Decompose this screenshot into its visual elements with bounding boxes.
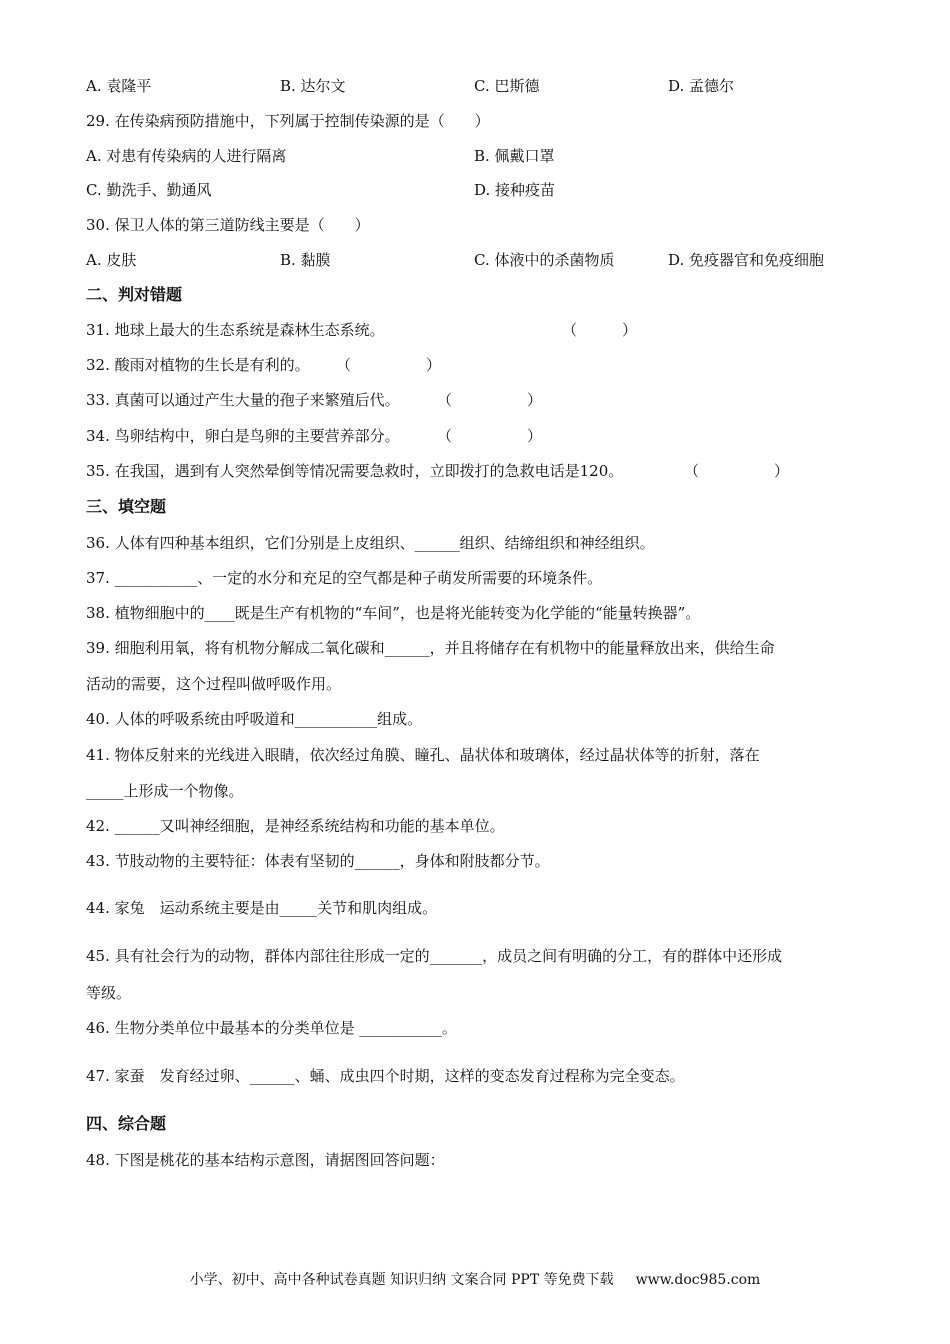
q30-option-b: B. 黏膜 (280, 251, 331, 269)
q34-answer-blank: （ ） (437, 427, 543, 445)
q39-text-line2: 活动的需要，这个过程叫做呼吸作用。 (86, 675, 342, 693)
q29-option-d: D. 接种疫苗 (474, 181, 556, 199)
q35-answer-blank: （ ） (684, 462, 790, 480)
q30-option-a: A. 皮肤 (86, 251, 137, 269)
q35-text: 35. 在我国，遇到有人突然晕倒等情况需要急救时，立即拨打的急救电话是120。 (86, 462, 624, 480)
q39-text-line1: 39. 细胞利用氧，将有机物分解成二氧化碳和______，并且将储存在有机物中的能量释放出来，供给生命 (86, 639, 775, 657)
q30-option-c: C. 体液中的杀菌物质 (474, 251, 615, 269)
page-footer (0, 1271, 950, 1289)
q32-answer-blank: （ ） (336, 356, 442, 374)
q28-option-a: A. 袁隆平 (86, 77, 152, 95)
q29-option-c: C. 勤洗手、勤通风 (86, 181, 212, 199)
q40-text: 40. 人体的呼吸系统由呼吸道和___________组成。 (86, 710, 423, 728)
footer-url[interactable]: www.doc985.com (635, 1272, 761, 1288)
q34-text: 34. 鸟卵结构中，卵白是鸟卵的主要营养部分。 (86, 427, 400, 445)
q30-stem: 30. 保卫人体的第三道防线主要是（ ） (86, 216, 370, 234)
q31-text: 31. 地球上最大的生态系统是森林生态系统。 (86, 321, 385, 339)
q33-text: 33. 真菌可以通过产生大量的孢子来繁殖后代。 (86, 391, 400, 409)
q29-option-a: A. 对患有传染病的人进行隔离 (86, 147, 287, 165)
q44-text: 44. 家兔 运动系统主要是由_____关节和肌肉组成。 (86, 899, 438, 917)
q38-text: 38. 植物细胞中的____既是生产有机物的“车间”，也是将光能转变为化学能的“能量转换器”。 (86, 604, 701, 622)
q41-text-line1: 41. 物体反射来的光线进入眼睛，依次经过角膜、瞳孔、晶状体和玻璃体，经过晶状体等的折射，落在 (86, 746, 760, 764)
footer-text: 小学、初中、高中各种试卷真题 知识归纳 文案合同 PPT 等免费下载 (189, 1272, 614, 1288)
q46-text: 46. 生物分类单位中最基本的分类单位是 ___________。 (86, 1019, 457, 1037)
q28-option-d: D. 孟德尔 (668, 77, 735, 95)
q36-text: 36. 人体有四种基本组织，它们分别是上皮组织、______组织、结缔组织和神经组织。 (86, 534, 655, 552)
q43-text: 43. 节肢动物的主要特征：体表有坚韧的______，身体和附肢都分节。 (86, 852, 550, 870)
q30-option-d: D. 免疫器官和免疫细胞 (668, 251, 825, 269)
q29-option-b: B. 佩戴口罩 (474, 147, 555, 165)
q41-text-line2: _____上形成一个物像。 (86, 782, 244, 800)
section-heading-true-false: 二、判对错题 (86, 285, 183, 304)
q32-text: 32. 酸雨对植物的生长是有利的。 (86, 356, 310, 374)
section-heading-fill-blank: 三、填空题 (86, 497, 167, 516)
q45-text-line2: 等级。 (86, 984, 132, 1002)
q29-stem: 29. 在传染病预防措施中，下列属于控制传染源的是（ ） (86, 112, 490, 130)
q33-answer-blank: （ ） (437, 391, 543, 409)
q31-answer-blank: （ ） (562, 321, 638, 339)
q28-option-b: B. 达尔文 (280, 77, 346, 95)
q42-text: 42. ______又叫神经细胞，是神经系统结构和功能的基本单位。 (86, 817, 505, 835)
q28-option-c: C. 巴斯德 (474, 77, 540, 95)
q37-text: 37. ___________、一定的水分和充足的空气都是种子萌发所需要的环境条件。 (86, 569, 603, 587)
q48-text: 48. 下图是桃花的基本结构示意图，请据图回答问题： (86, 1151, 445, 1169)
section-heading-comprehensive: 四、综合题 (86, 1114, 167, 1133)
q45-text-line1: 45. 具有社会行为的动物，群体内部往往形成一定的_______，成员之间有明确的分工，有的群体中还形成 (86, 947, 783, 965)
q47-text: 47. 家蚕 发育经过卵、______、蛹、成虫四个时期，这样的变态发育过程称为完全变态。 (86, 1067, 685, 1085)
